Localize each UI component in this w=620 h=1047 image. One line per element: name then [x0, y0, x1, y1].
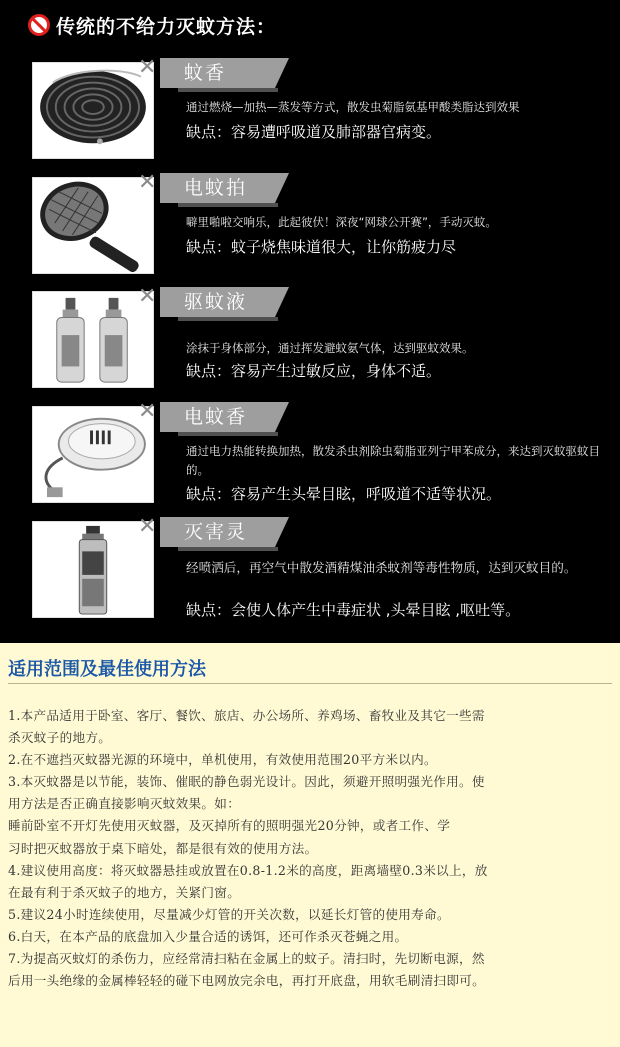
- method-description: 通过电力热能转换加热，散发杀虫剂除虫菊脂亚列宁甲苯成分，来达到灭蚊驱蚊目的。: [186, 444, 600, 477]
- insecticide-can-icon: [32, 521, 154, 618]
- electric-swatter-icon: [32, 177, 154, 274]
- method-label-band: [160, 287, 275, 317]
- usage-line: 杀灭蚊子的地方。: [8, 730, 112, 746]
- method-drawback: 缺点：容易产生头晕目眩，呼吸道不适等状况。: [186, 485, 502, 503]
- method-label-band: [160, 402, 275, 432]
- section-header: [28, 10, 276, 40]
- method-row-electric-swatter: [0, 170, 620, 285]
- method-name: 灭害灵: [184, 521, 248, 543]
- method-description: 通过燃烧—加热—蒸发等方式，散发虫菊脂氨基甲酸类脂达到效果: [186, 100, 520, 114]
- cross-icon: ✕: [138, 284, 157, 309]
- method-drawback: 缺点：会使人体产生中毒症状 ,头晕目眩 ,呕吐等。: [186, 601, 521, 619]
- label-underline: [178, 432, 278, 436]
- usage-line: 7.为提高灭蚊灯的杀伤力，应经常清扫粘在金属上的蚊子。清扫时，先切断电源，然: [8, 951, 485, 967]
- usage-line: 2.在不遮挡灭蚊器光源的环境中，单机使用，有效使用范围20平方米以内。: [8, 752, 437, 768]
- usage-line: 睡前卧室不开灯先使用灭蚊器，及灭掉所有的照明强光20分钟，或者工作、学: [8, 818, 451, 834]
- label-underline: [178, 203, 278, 207]
- label-underline: [178, 88, 278, 92]
- usage-line: 后用一头绝缘的金属棒轻轻的碰下电网放完余电，再打开底盘，用软毛刷清扫即可。: [8, 973, 486, 989]
- label-underline: [178, 317, 278, 321]
- method-description: 涂抹于身体部分，通过挥发避蚊氨气体，达到驱蚊效果。: [186, 341, 474, 355]
- method-row-repellent-liquid: [0, 284, 620, 399]
- usage-line: 在最有利于杀灭蚊子的地方，关紧门窗。: [8, 884, 241, 900]
- usage-line: 4.建议使用高度：将灭蚊器悬挂或放置在0.8-1.2米的高度，距离墙壁0.3米以上，放: [8, 862, 488, 878]
- prohibited-icon: [28, 14, 50, 36]
- label-underline: [178, 547, 278, 551]
- usage-line: 5.建议24小时连续使用，尽量减少灯管的开关次数，以延长灯管的使用寿命。: [8, 906, 450, 922]
- method-row-insecticide-spray: [0, 514, 620, 629]
- method-name: 蚊香: [184, 62, 227, 84]
- usage-title: 适用范围及最佳使用方法: [8, 659, 206, 680]
- usage-line: 习时把灭蚊器放于桌下暗处，都是很有效的使用方法。: [8, 840, 318, 856]
- method-label-band: [160, 173, 275, 203]
- electric-vaporizer-icon: [32, 406, 154, 503]
- method-label-band: [160, 58, 275, 88]
- method-row-mosquito-coil: [0, 55, 620, 170]
- usage-line: 6.白天，在本产品的底盘加入少量合适的诱饵，还可作杀灭苍蝇之用。: [8, 928, 408, 944]
- usage-line: 3.本灭蚊器是以节能，装饰、催眠的静色弱光设计。因此，须避开照明强光作用。使: [8, 774, 485, 790]
- method-row-electric-vaporizer: [0, 399, 620, 514]
- cross-icon: ✕: [138, 399, 157, 424]
- repellent-spray-bottles-icon: [32, 291, 154, 388]
- mosquito-coil-icon: [32, 62, 154, 159]
- method-description: 经喷洒后，再空气中散发酒精煤油杀蚊剂等毒性物质，达到灭蚊目的。: [186, 560, 577, 575]
- usage-line: 1.本产品适用于卧室、客厅、餐饮、旅店、办公场所、养鸡场、畜牧业及其它一些需: [8, 708, 485, 723]
- cross-icon: ✕: [138, 514, 157, 539]
- usage-list: [8, 705, 612, 992]
- cross-icon: ✕: [138, 170, 157, 195]
- method-drawback: 缺点：容易遭呼吸道及肺部器官病变。: [186, 123, 442, 141]
- method-description: 噼里啪啦交响乐，此起彼伏！深夜“网球公开赛”，手动灭蚊。: [186, 215, 497, 229]
- cross-icon: ✕: [138, 55, 157, 80]
- method-label-band: [160, 517, 275, 547]
- method-name: 电蚊拍: [184, 177, 248, 199]
- method-drawback: 缺点：蚊子烧焦味道很大，让你筋疲力尽: [186, 238, 457, 256]
- method-drawback: 缺点：容易产生过敏反应，身体不适。: [186, 362, 442, 380]
- usage-line: 用方法是否正确直接影响灭蚊效果。如：: [8, 796, 241, 812]
- section-title: 传统的不给力灭蚊方法：: [56, 15, 277, 38]
- method-name: 驱蚊液: [184, 291, 248, 313]
- method-name: 电蚊香: [184, 406, 248, 428]
- usage-instructions-panel: [0, 643, 620, 1047]
- divider: [8, 683, 612, 684]
